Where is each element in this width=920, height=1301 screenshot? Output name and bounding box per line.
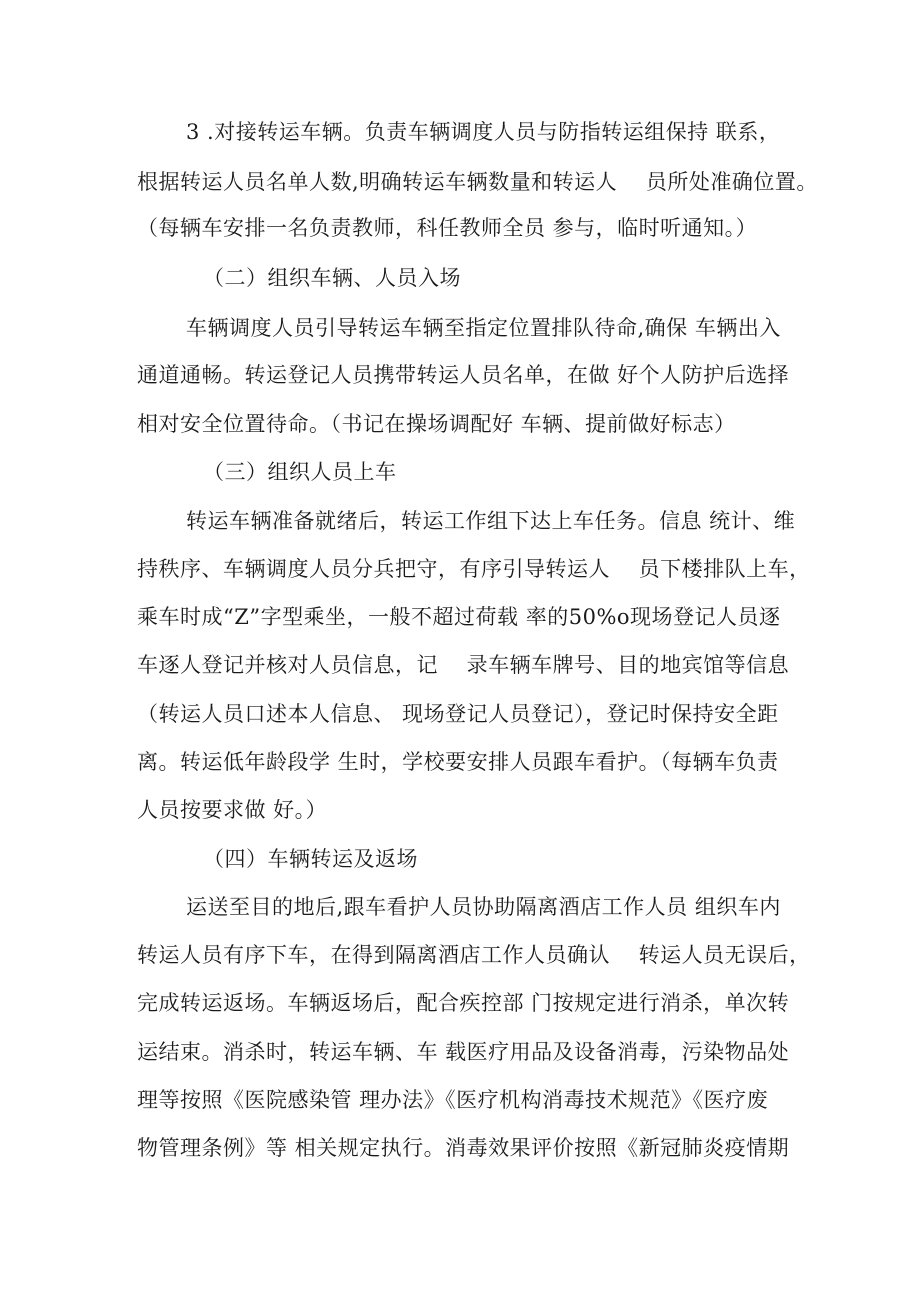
paragraph-line: 运结束。消杀时，转运车辆、车 载医疗用品及设备消毒，污染物品处: [137, 1040, 790, 1064]
paragraph-line: 车辆调度人员引导转运车辆至指定位置排队待命,确保 车辆出入: [186, 316, 781, 340]
paragraph-line: 运送至目的地后,跟车看护人员协助隔离酒店工作人员 组织车内: [186, 895, 781, 919]
paragraph-line: 完成转运返场。车辆返场后，配合疾控部 门按规定进行消杀，单次转: [137, 991, 790, 1015]
paragraph-line: 车逐人登记并核对人员信息，记 录车辆车牌号、目的地宾馆等信息: [137, 653, 790, 677]
paragraph-line: 转运车辆准备就绪后，转运工作组下达上车任务。信息 统计、维: [186, 509, 796, 533]
paragraph-line: 乘车时成“Z”字型乘坐，一般不超过荷载 率的50%o现场登记人员逐: [137, 605, 781, 629]
paragraph-line: 物管理条例》等 相关规定执行。消毒效果评价按照《新冠肺炎疫情期: [137, 1136, 790, 1160]
paragraph-line: 转运人员有序下车，在得到隔离酒店工作人员确认 转运人员无误后，: [137, 943, 811, 967]
paragraph-line: 3 .对接转运车辆。负责车辆调度人员与防指转运组保持 联系，: [186, 120, 781, 144]
paragraph-line: 离。转运低年龄段学 生时，学校要安排人员跟车看护。（每辆车负责: [137, 750, 779, 774]
paragraph-line: 通道通畅。转运登记人员携带转运人员名单，在做 好个人防护后选择: [137, 363, 790, 387]
section-heading: （四）车辆转运及返场: [203, 847, 418, 871]
paragraph-line: （转运人员口述本人信息、 现场登记人员登记），登记时保持安全距: [137, 702, 779, 726]
section-heading: （二）组织车辆、人员入场: [203, 266, 461, 290]
paragraph-line: 人员按要求做 好。）: [137, 798, 328, 822]
section-heading: （三）组织人员上车: [203, 460, 397, 484]
paragraph-line: 根据转运人员名单人数,明确转运车辆数量和转运人 员所处准确位置。: [137, 170, 818, 194]
paragraph-line: （每辆车安排一名负责教师，科任教师全员 参与，临时听通知。）: [137, 216, 758, 240]
paragraph-line: 理等按照《医院感染管 理办法》《医疗机构消毒技术规范》《医疗废: [137, 1088, 769, 1112]
paragraph-line: 相对安全位置待命。（书记在操场调配好 车辆、提前做好标志）: [137, 412, 736, 436]
paragraph-line: 持秩序、车辆调度人员分兵把守，有序引导转运人 员下楼排队上车，: [137, 557, 811, 581]
